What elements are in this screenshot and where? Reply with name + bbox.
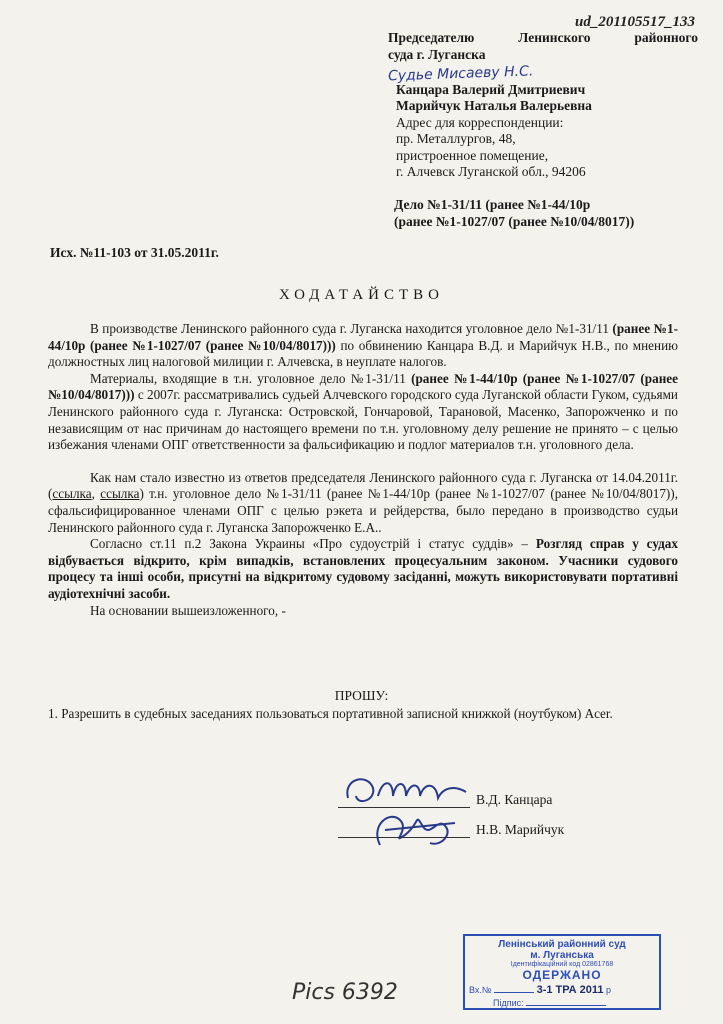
handwritten-note: Судье Мисаеву Н.С. [387,63,534,85]
outgoing-number: Исх. №11-103 от 31.05.2011г. [50,245,219,260]
paragraph-3 [48,470,678,536]
p1-text-a: В производстве Ленинского районного суда г. Луганска находится уголовное дело №1-31/11 [90,321,613,336]
document-body [48,321,678,619]
p4-text-bold: Розгляд справ у судах відбувається відкрито, крім випадків, встановлених процесуальним законом. Учасники судового процесу та інші особи, присутні на відкритому судовому засіданні, можуть використовувати портативні аудіотехнічні засоби. [48,536,678,601]
signature-row-2 [338,822,564,838]
addressee-block [388,30,698,181]
paragraph-4 [48,536,678,602]
address-line-2: пристроенное помещение, [396,147,549,163]
signature-name-1: В.Д. Канцара [476,792,553,807]
p3-text-b: ) т.н. уголовное дело №1-31/11 (ранее №1-44/10р (ранее №1-1027/07 (ранее №10/04/8017)), сфальсифицированное членами ОПГ с целью рэкета и рейдерства, было передано в производство судьи Ленинского районного суда г. Луганска Запорожченко Е.А.. [48,486,678,535]
sender-1: Канцара Валерий Дмитриевич [396,81,586,97]
addressee-line1a: Председателю [388,30,475,45]
paragraph-2 [48,371,678,454]
case-line-2: (ранее №1-1027/07 (ранее №10/04/8017)) [394,214,635,229]
address-line-1: пр. Металлургов, 48, [396,131,516,146]
document-title: ХОДАТАЙСТВО [279,287,444,303]
stamp-incoming-label: Вх.№ [469,985,492,995]
stamp-year-suffix: р [606,985,612,995]
p3-text-a: Как нам стало известно из ответов председателя Ленинского районного суда г. Луганска от 14.04.2011г. ( [48,469,678,502]
court-received-stamp [463,934,661,1010]
p4-text-a: Согласно ст.11 п.2 Закона Украины «Про судоустрій і статус суддів» – [90,536,536,552]
paragraph-1 [48,321,678,371]
stamp-line-1: Ленінський районний суд [498,939,626,950]
request-title: ПРОШУ: [334,688,389,703]
p1-text-c: по обвинению Канцара В.Д. и Марийчук Н.В., по мнению должностных лиц налоговой милиции г. Алчевска, в неуплате налогов. [48,337,678,370]
p2-text-a: Материалы, входящие в т.н. уголовное дело №1-31/11 [90,370,412,386]
addressee-line1b: Ленинского [518,30,591,45]
addressee-line2: суда г. Луганска [388,46,486,62]
p2-text-c: с 2007г. рассматривались судьей Алчевского городского суда Луганской области Гуком, судьями Ленинского районного суда г. Луганска: Островской, Гончаровой, Тарановой, Масенко, Запорожченко и по независящим от нас причинам до настоящего времени по т.н. уголовному делу решение не принято – с целью избежания членами ОПГ ответственности за фальсификацию и подлог материалов т.н. уголовного дела. [48,387,678,453]
p3-link-1[interactable]: ссылка [52,486,92,502]
stamp-row-2 [493,998,655,1008]
addressee-line1c: районного [634,30,698,45]
p3-link-2[interactable]: ссылка [100,486,140,502]
paragraph-5: На основании вышеизложенного, - [90,602,286,618]
case-line-1: Дело №1-31/11 (ранее №1-44/10р [394,197,591,212]
signature-name-2: Н.В. Марийчук [476,822,565,837]
signature-line-2 [338,823,470,838]
p3-separator: , [91,486,101,502]
stamp-line-2: м. Луганська [530,950,594,961]
stamp-received: ОДЕРЖАНО [522,968,602,982]
request-item-1: 1. Разрешить в судебных заседаниях пользоваться портативной записной книжкой (ноутбуком) Acer. [48,706,613,721]
stamp-signature-label: Підпис: [493,998,524,1008]
p2-text-bold: (ранее №1-44/10р (ранее №1-1027/07 (ранее №10/04/8017))) [48,370,678,403]
case-number-block [394,196,704,230]
stamp-row-1 [469,984,655,996]
address-label: Адрес для корреспонденции: [396,114,564,130]
handwritten-page-number: Pics 6392 [292,980,398,1005]
stamp-line-3: Ідентифікаційний код 02861768 [510,961,614,968]
stamp-date: 3-1 ТРА 2011 [536,984,604,996]
p1-text-bold: (ранее №1-44/10р (ранее №1-1027/07 (ранее №10/04/8017))) [48,321,678,353]
sender-2: Марийчук Наталья Валерьевна [396,98,592,113]
document-ref-code: ud_201105517_133 [574,14,695,30]
address-line-3: г. Алчевск Луганской обл., 94206 [396,164,586,179]
